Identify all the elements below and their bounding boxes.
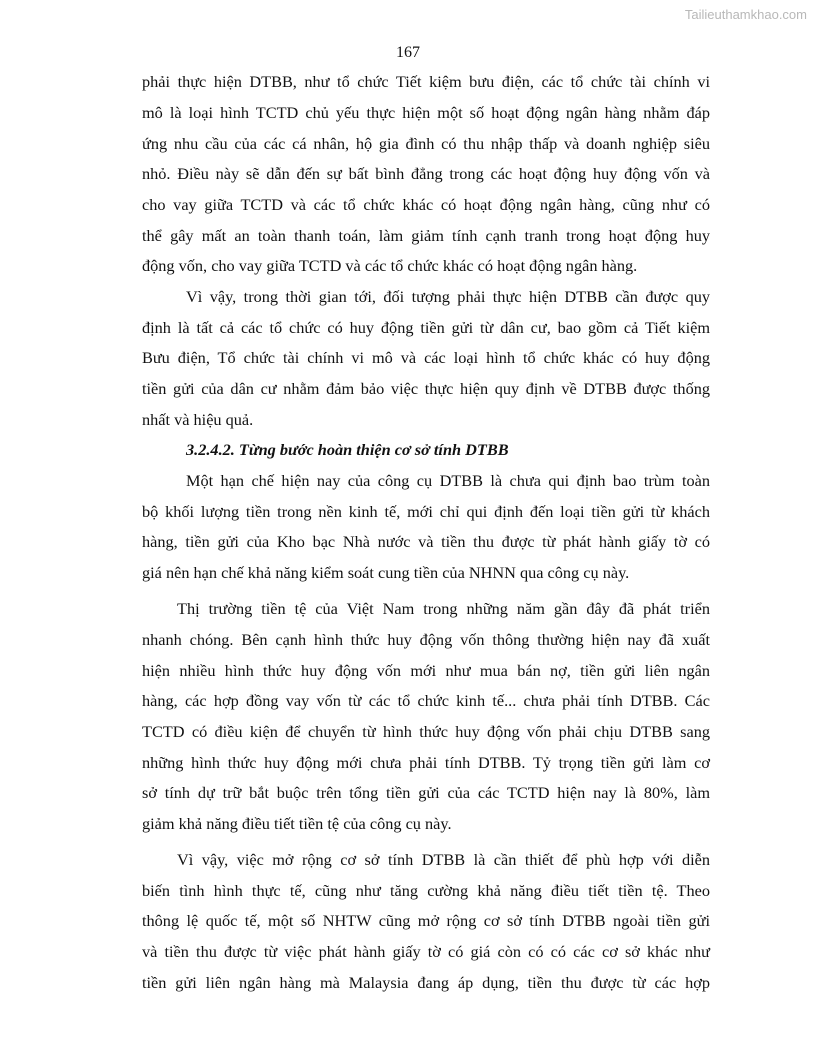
text-line: tiền gửi của dân cư nhằm đảm bảo việc thực hiện quy định về DTBB được thống: [142, 379, 710, 398]
text-line: giá nên hạn chế khả năng kiểm soát cung tiền của NHNN qua công cụ này.: [142, 563, 630, 582]
text-line: động vốn, cho vay giữa TCTD và các tổ chức khác có hoạt động ngân hàng.: [142, 256, 638, 275]
text-line: phải thực hiện DTBB, như tổ chức Tiết kiệm bưu điện, các tổ chức tài chính vi: [142, 72, 710, 91]
text-line: thông lệ quốc tế, một số NHTW cũng mở rộng cơ sở tính DTBB ngoài tiền gửi: [142, 911, 710, 930]
text-line: những hình thức huy động mới chưa phải tính DTBB. Tỷ trọng tiền gửi làm cơ: [142, 753, 710, 772]
text-line: biến tình hình thực tế, cũng như tăng cường khả năng điều tiết tiền tệ. Theo: [142, 881, 710, 900]
watermark: Tailieuthamkhao.com: [684, 7, 807, 22]
text-line: nhanh chóng. Bên cạnh hình thức huy động vốn thông thường hiện nay đã xuất: [142, 630, 710, 649]
text-line: thể gây mất an toàn thanh toán, làm giảm tính cạnh tranh trong hoạt động huy: [142, 226, 710, 245]
text-line: Vì vậy, việc mở rộng cơ sở tính DTBB là cần thiết để phù hợp với diễn: [177, 850, 710, 869]
text-line: định là tất cả các tổ chức có huy động tiền gửi từ dân cư, bao gồm cả Tiết kiệm: [142, 318, 710, 337]
text-line: hàng, tiền gửi của Kho bạc Nhà nước và tiền thu được từ phát hành giấy tờ có: [142, 532, 710, 551]
section-heading: 3.2.4.2. Từng bước hoàn thiện cơ sở tính DTBB: [186, 440, 509, 459]
text-line: tiền gửi liên ngân hàng mà Malaysia đang áp dụng, tiền thu được từ các hợp: [142, 973, 710, 992]
text-line: TCTD có điều kiện để chuyển từ hình thức huy động vốn phải chịu DTBB sang: [142, 722, 710, 741]
text-line: Một hạn chế hiện nay của công cụ DTBB là chưa qui định bao trùm toàn: [186, 471, 710, 490]
text-line: Bưu điện, Tổ chức tài chính vi mô và các loại hình tổ chức khác có huy động: [142, 348, 710, 367]
text-line: hàng, các hợp đồng vay vốn từ các tổ chức kinh tế... chưa phải tính DTBB. Các: [142, 691, 710, 710]
text-line: ứng nhu cầu của các cá nhân, hộ gia đình có thu nhập thấp và doanh nghiệp siêu: [142, 134, 710, 153]
text-line: nhất và hiệu quả.: [142, 410, 254, 429]
text-line: sở tính dự trữ bắt buộc trên tổng tiền gửi của các TCTD hiện nay là 80%, làm: [142, 783, 710, 802]
text-line: giảm khả năng điều tiết tiền tệ của công cụ này.: [142, 814, 452, 833]
text-line: bộ khối lượng tiền trong nền kinh tế, mới chỉ qui định đến loại tiền gửi từ khách: [142, 502, 710, 521]
text-line: mô là loại hình TCTD chủ yếu thực hiện một số hoạt động ngân hàng nhằm đáp: [142, 103, 710, 122]
text-line: Thị trường tiền tệ của Việt Nam trong những năm gần đây đã phát triển: [177, 599, 710, 618]
text-line: và tiền thu được từ việc phát hành giấy tờ có giá còn có có các cơ sở khác như: [142, 942, 710, 961]
text-line: cho vay giữa TCTD và các tổ chức khác có hoạt động ngân hàng, cũng như có: [142, 195, 710, 214]
text-line: nhỏ. Điều này sẽ dẫn đến sự bất bình đẳng trong các hoạt động huy động vốn và: [142, 164, 710, 183]
text-line: hiện nhiều hình thức huy động vốn mới như mua bán nợ, tiền gửi liên ngân: [142, 661, 710, 680]
text-line: Vì vậy, trong thời gian tới, đối tượng phải thực hiện DTBB cần được quy: [186, 287, 710, 306]
page-number: 167: [396, 44, 420, 61]
